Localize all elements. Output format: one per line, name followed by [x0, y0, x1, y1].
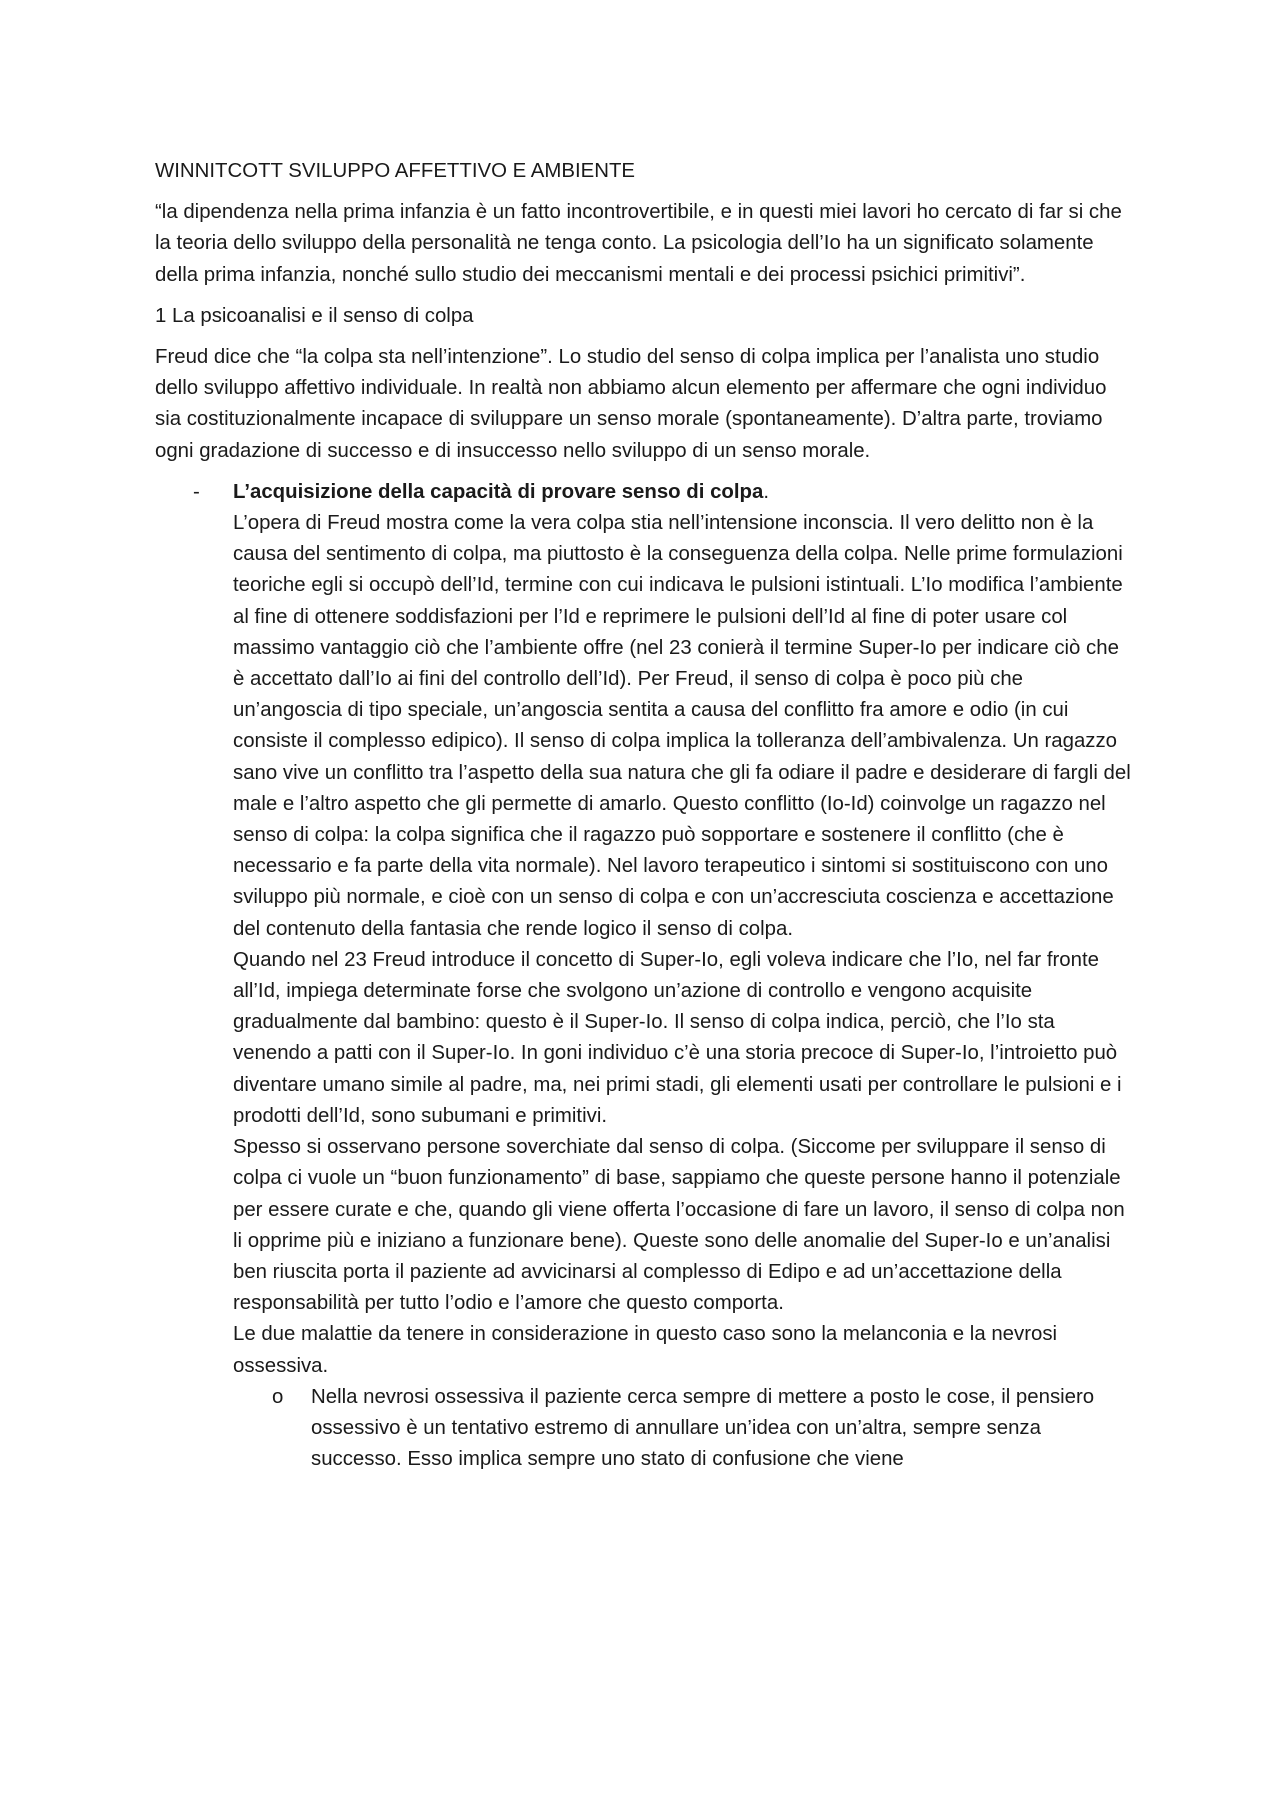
- sub-bullet-text: Nella nevrosi ossessiva il paziente cerca sempre di mettere a posto le cose, il pensiero ossessivo è un tentativo estremo di annullare un’idea con un’altra, sempre senza successo. Esso implica sempre uno stato di confusione che viene: [311, 1385, 1095, 1471]
- bullet-item: [155, 477, 1135, 1476]
- bullet-paragraph-4: Le due malattie da tenere in considerazione in questo caso sono la melanconia e la nevrosi ossessiva.: [233, 1323, 1058, 1377]
- sub-bullet-marker: o: [272, 1385, 284, 1408]
- document-page: [155, 156, 1135, 1475]
- bullet-title: L’acquisizione della capacità di provare senso di colpa: [233, 480, 764, 503]
- section-heading: 1 La psicoanalisi e il senso di colpa: [155, 304, 474, 327]
- bullet-paragraph-3: Spesso si osservano persone soverchiate dal senso di colpa. (Siccome per sviluppare il senso di colpa ci vuole un “buon funzionamento” di base, sappiamo che queste persone hanno il potenziale per essere curate e che, quando gli viene offerta l’occasione di fare un lavoro, il senso di colpa non li opprime più e iniziano a funzionare bene). Queste sono delle anomalie del Super-Io e un’analisi ben riuscita porta il paziente ad avvicinarsi al complesso di Edipo e ad un’accettazione della responsabilità per tutto l’odio e l’amore che questo comporta.: [233, 1136, 1125, 1315]
- intro-quote: “la dipendenza nella prima infanzia è un fatto incontrovertibile, e in questi miei lavori ho cercato di far si che la teoria dello sviluppo della personalità ne tenga conto. La psicologia dell’Io ha un significato solamente della prima infanzia, nonché sullo studio dei meccanismi mentali e dei processi psichici primitivi”.: [155, 201, 1122, 286]
- document-title: WINNITCOTT SVILUPPO AFFETTIVO E AMBIENTE: [155, 160, 635, 182]
- bullet-paragraph-1: L’opera di Freud mostra come la vera colpa stia nell’intensione inconscia. Il vero delitto non è la causa del sentimento di colpa, ma piuttosto è la conseguenza della colpa. Nelle prime formulazioni teoriche egli si occupò dell’Id, termine con cui indicava le pulsioni istintuali. L’Io modifica l’ambiente al fine di ottenere soddisfazioni per l’Id e reprimere le pulsioni dell’Id al fine di poter usare col massimo vantaggio ciò che l’ambiente offre (nel 23 conierà il termine Super-Io per indicare ciò che è accettato dall’Io ai fini del controllo dell’Id). Per Freud, il senso di colpa è poco più che un’angoscia di tipo speciale, un’angoscia sentita a causa del conflitto fra amore e odio (in cui consiste il complesso edipico). Il senso di colpa implica la tolleranza dell’ambivalenza. Un ragazzo sano vive un conflitto tra l’aspetto della sua natura che gli fa odiare il padre e desiderare di fargli del male e l’altro aspetto che gli permette di amarlo. Questo conflitto (Io-Id) coinvolge un ragazzo nel senso di colpa: la colpa significa che il ragazzo può sopportare e sostenere il conflitto (che è necessario e fa parte della vita normale). Nel lavoro terapeutico i sintomi si sostituiscono con uno sviluppo più normale, e cioè con un senso di colpa e con un’accresciuta coscienza e accettazione del contenuto della fantasia che rende logico il senso di colpa.: [233, 512, 1131, 940]
- bullet-paragraph-2: Quando nel 23 Freud introduce il concetto di Super-Io, egli voleva indicare che l’Io, nel far fronte all’Id, impiega determinate forse che svolgono un’azione di controllo e vengono acquisite gradualmente dal bambino: questo è il Super-Io. Il senso di colpa indica, perciò, che l’Io sta venendo a patti con il Super-Io. In goni individuo c’è una storia precoce di Super-Io, l’introietto può diventare umano simile al padre, ma, nei primi stadi, gli elementi usati per controllare le pulsioni e i prodotti dell’Id, sono subumani e primitivi.: [233, 948, 1122, 1127]
- bullet-title-suffix: .: [763, 480, 770, 503]
- bullet-heading: [233, 477, 1135, 508]
- sub-bullet-item: [233, 1382, 1135, 1476]
- section-paragraph: Freud dice che “la colpa sta nell’intenzione”. Lo studio del senso di colpa implica per l’analista uno studio dello sviluppo affettivo individuale. In realtà non abbiamo alcun elemento per affermare che ogni individuo sia costituzionalmente incapace di sviluppare un senso morale (spontaneamente). D’altra parte, troviamo ogni gradazione di successo e di insuccesso nello sviluppo di un senso morale.: [155, 346, 1107, 462]
- bullet-dash-marker: -: [193, 480, 200, 503]
